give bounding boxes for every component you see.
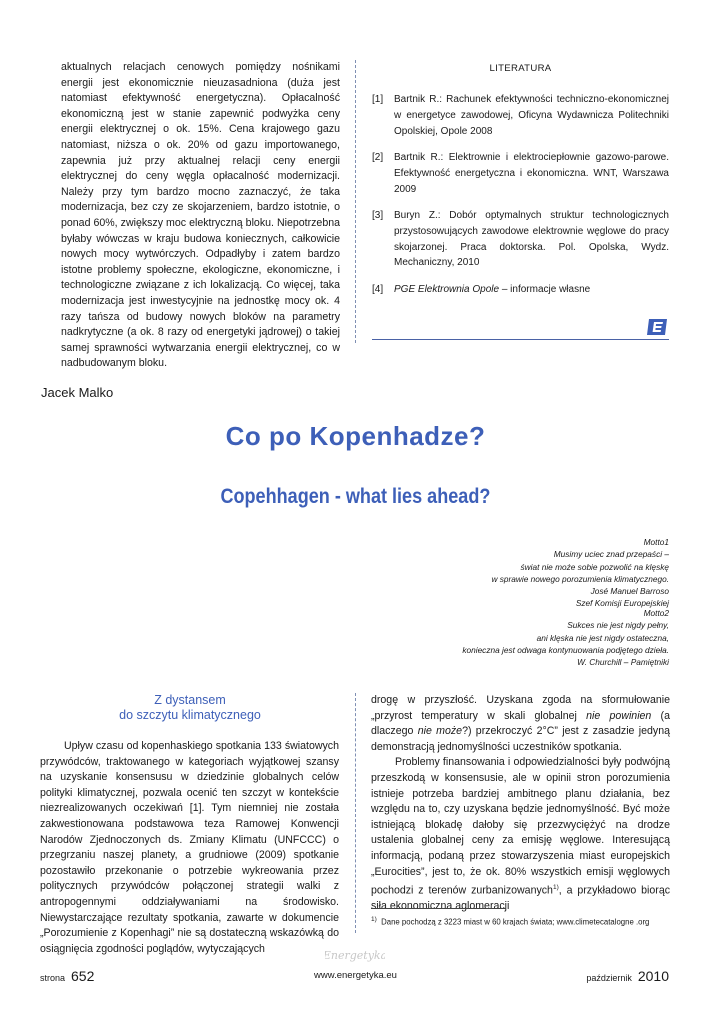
footnote-mark: 1)	[371, 916, 377, 923]
body-right-paragraph-1: drogę w przyszłość. Uzyskana zgoda na sformułowanie „przyrost temperatury w skali globalnej nie powinien (a dlaczego nie może?) przekroczyć 2°C” jest z zasadzie jedyną demonstracją jednomyślności uczestników spotkania.	[371, 694, 670, 753]
footer-page-label: strona	[40, 973, 66, 983]
footnote-rule	[371, 908, 506, 909]
literature-heading: LITERATURA	[489, 63, 552, 74]
article-subtitle: Copehhagen - what lies ahead?	[220, 485, 491, 508]
body-right-paragraph-2: Problemy finansowania i odpowiedzialności były podwójną przeszkodą w konsensusie, ale w opinii stron porozumienia istnieje potrzeba bardziej ambitnego planu działania, bez względu na to, czy uzyskana będzie jednomyślność. Być może istniejącą blokadę dałoby się przezwyciężyć na drodze ustalenia globalnej ceny za emisję węglowe. Interesującą informacją, podaną przez stowarzyszenia miast europejskich „Eurocities”, jest to, że ok. 80% wszystkich emisji węglowych pochodzi z terenów zurbanizowanych$^{1)}$, a przykładowo biorąc siła ekonomiczna aglomeracji	[371, 756, 671, 913]
reference-source: PGE Elektrownia Opole	[394, 284, 500, 295]
section-heading	[40, 693, 340, 723]
reference-number: [3]	[372, 210, 384, 221]
footer-month: październik	[586, 973, 632, 983]
body-left-paragraph: Upływ czasu od kopenhaskiego spotkania 133 światowych przywódców, traktowanego w kategoriach wyjątkowej szansy na uzyskanie konsensusu w dziedzinie globalnych celów polityki klimatycznej, pozwala ocenić ten szczyt w kontekście niezrealizowanych oczekiwań [1]. Tym niemniej nie została zakwestionowana podstawowa teza Ramowej Konwencji Narodów Zjednoczonych ds. Zmiany Klimatu (UNFCCC) o przegrzaniu naszej planety, a grudniowe (2009) spotkanie pozostawiło przekonanie o potrzebie wykreowania przez politycznych przywódców połączonej strategii walki z antropogennymi oddziaływaniami na środowisko. Niewystarczające rezultaty spotkania, zawarte w dokumencie „Porozumienie z Kopenhagi” nie są dostateczną wskazówką do osiągnięcia zgodności poglądów, wytyczających	[40, 740, 339, 955]
reference-item	[372, 150, 669, 197]
reference-number: [2]	[372, 152, 384, 163]
footnote-text: Dane pochodzą z 3223 miast w 60 krajach świata; www.climetecatalogne .org	[381, 917, 650, 927]
motto-1	[309, 536, 669, 610]
reference-number: [1]	[372, 94, 384, 105]
article-title: Co po Kopenhadze?	[225, 421, 486, 451]
motto-line: Sukces nie jest nigdy pełny,	[567, 620, 669, 631]
motto-line: konieczna jest odwaga kontynuowania podjętego dzieła.	[462, 644, 669, 655]
reference-item	[372, 208, 669, 271]
footnote	[371, 916, 671, 927]
top-left-paragraph: aktualnych relacjach cenowych pomiędzy nośnikami energii jest ekonomicznie nieuzasadniona (duża jest natomiast efektywność energetyczna). Opłacalność ekonomiczną jest w stanie zapewnić podwyżka ceny energii elektrycznej o ok. 15%. Cena krajowego gazu natomiast, niższa o ok. 20% od gazu importowanego, zapewnia już przy aktualnej relacji ceny energii elektrycznej do ceny węgla opłacalność modernizacji. Należy przy tym bardzo mocno zaznaczyć, że taka modernizacja, bez czy ze skojarzeniem, bardzo istotnie, o ponad 60%, zwiększy moc elektryczną bloku. Niepotrzebna byłaby wówczas w kraju budowa koniecznych, całkowicie nowych mocy wytwórczych. Odpadłyby i zatem bardzo istotne problemy społeczne, ekologiczne, ekonomiczne, i technologiczne związane z ich lokalizacją. Co więcej, taka modernizacja jest inwestycyjnie na jednostkę mocy ok. 4 razy tańsza od budowy nowych bloków na parametry nadkrytyczne (a ok. 8 razy od energetyki jądrowej) o takiej samej sprawności wytwarzania energii elektrycznej, co w nadbudowanym bloku.	[61, 61, 340, 370]
motto-line: Musimy uciec znad przepaści –	[553, 549, 669, 560]
motto-line: ani klęska nie jest nigdy ostateczna,	[536, 632, 669, 643]
body-right-column	[371, 693, 670, 915]
footer-year: 2010	[637, 968, 669, 984]
reference-item	[372, 92, 669, 139]
motto-author-role: Szef Komisji Europejskiej	[575, 598, 669, 609]
reference-note: – informacje własne	[499, 284, 591, 295]
motto-author: W. Churchill – Pamiętniki	[577, 657, 669, 668]
motto-author: José Manuel Barroso	[590, 586, 669, 597]
reference-text: Bartnik R.: Elektrownie i elektrociepłownie gazowo-parowe. Efektywność energetyczna i ekonomiczna. WNT, Warszawa 2009	[394, 152, 669, 195]
svg-text:Energetyka: Energetyka	[325, 949, 385, 962]
column-divider-top	[355, 60, 356, 343]
reference-item	[372, 282, 669, 298]
energetyka-e-logo-icon	[646, 318, 668, 336]
motto-label: Motto2	[643, 608, 669, 618]
reference-text: Bartnik R.: Rachunek efektywności techniczno-ekonomicznej w energetyce zawodowej, Oficyna Wydawnicza Politechniki Opolskiej, Opole 2008	[394, 94, 669, 137]
article-author: Jacek Malko	[41, 385, 114, 400]
column-divider-bottom	[355, 693, 356, 933]
motto-line: w sprawie nowego porozumienia klimatycznego.	[491, 573, 669, 584]
section-heading-line: Z dystansem	[154, 693, 226, 707]
section-heading-line: do szczytu klimatycznego	[119, 708, 261, 722]
literature-bottom-rule	[372, 339, 669, 340]
reference-number: [4]	[372, 284, 384, 295]
reference-text	[394, 282, 669, 298]
footer-magazine-logo	[325, 944, 385, 966]
motto-label: Motto1	[643, 537, 669, 547]
reference-text: Buryn Z.: Dobór optymalnych struktur technologicznych przystosowujących zawodowe elektrownie węglowe do pracy skojarzonej. Praca doktorska. Pol. Opolska, Wydz. Mechaniczny, 2010	[394, 210, 669, 269]
footer-website-link[interactable]: www.energetyka.eu	[314, 970, 397, 981]
footer-page-number: 652	[71, 968, 95, 984]
motto-line: świat nie może sobie pozwolić na klęskę	[520, 561, 669, 572]
footer-issue-date	[586, 968, 669, 984]
motto-2	[309, 607, 669, 668]
